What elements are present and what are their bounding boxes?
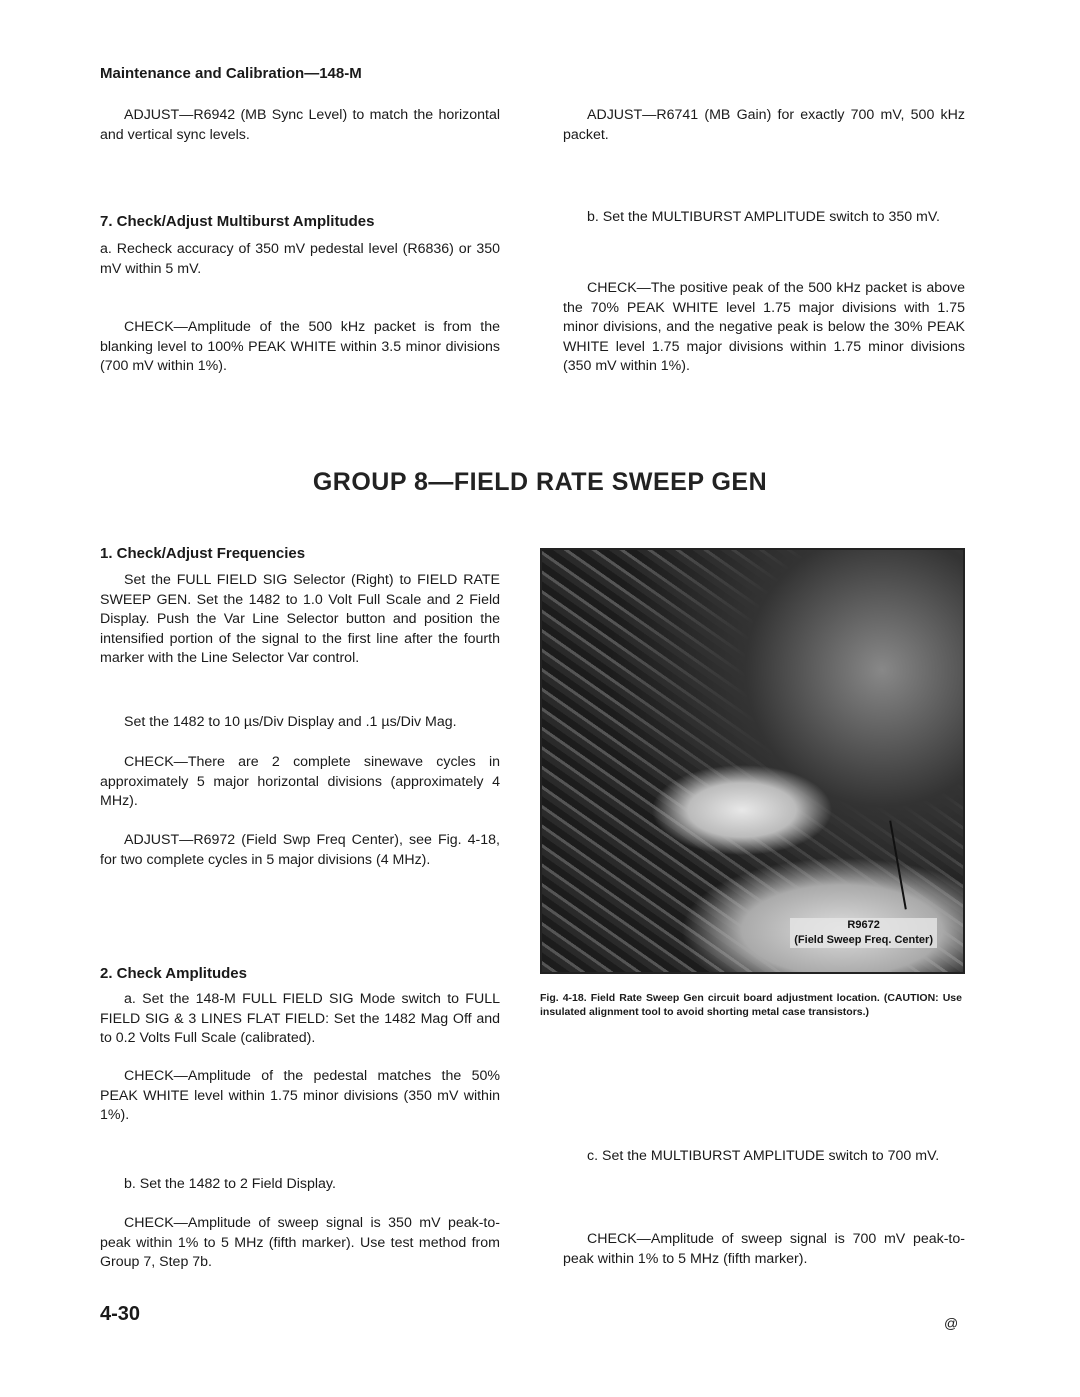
- paragraph: ADJUST—R6741 (MB Gain) for exactly 700 mV, 500 kHz packet.: [563, 107, 965, 143]
- paragraph: CHECK—Amplitude of the 500 kHz packet is from the blanking level to 100% PEAK WHITE within 3.5 minor divisions (700 mV within 1%).: [100, 319, 500, 374]
- paragraph: ADJUST—R6942 (MB Sync Level) to match the horizontal and vertical sync levels.: [100, 107, 500, 143]
- paragraph: CHECK—Amplitude of the pedestal matches the 50% PEAK WHITE level within 1.75 minor divisions (350 mV within 1%).: [100, 1068, 500, 1123]
- paragraph: CHECK—There are 2 complete sinewave cycles in approximately 5 major horizontal divisions (approximately 4 MHz).: [100, 754, 500, 809]
- paragraph: Set the 1482 to 10 µs/Div Display and .1 µs/Div Mag.: [124, 714, 457, 730]
- page-number: 4-30: [100, 1303, 141, 1325]
- paragraph: b. Set the 1482 to 2 Field Display.: [124, 1176, 336, 1192]
- running-header: Maintenance and Calibration—148-M: [100, 65, 362, 82]
- footer-mark: @: [944, 1315, 959, 1331]
- paragraph: ADJUST—R6972 (Field Swp Freq Center), see Fig. 4-18, for two complete cycles in 5 major divisions (4 MHz).: [100, 832, 500, 868]
- component-label: R9672: [847, 919, 880, 931]
- figure-caption: Fig. 4-18. Field Rate Sweep Gen circuit board adjustment location. (CAUTION: Use insulated alignment tool to avoid shorting metal case transistors.): [540, 992, 962, 1018]
- section-heading: 7. Check/Adjust Multiburst Amplitudes: [100, 213, 375, 230]
- group-title: GROUP 8—FIELD RATE SWEEP GEN: [312, 468, 768, 496]
- section-heading: 2. Check Amplitudes: [100, 965, 247, 982]
- paragraph: a. Set the 148-M FULL FIELD SIG Mode switch to FULL FIELD SIG & 3 LINES FLAT FIELD: Set the 1482 Mag Off and to 0.2 Volts Full Scale (calibrated).: [100, 991, 500, 1046]
- paragraph: a. Recheck accuracy of 350 mV pedestal level (R6836) or 350 mV within 5 mV.: [100, 241, 500, 277]
- paragraph: Set the FULL FIELD SIG Selector (Right) to FIELD RATE SWEEP GEN. Set the 1482 to 1.0 Volt Full Scale and 2 Field Display. Push the Var Line Selector button and position the intensified portion of the signal to the first line after the fourth marker with the Line Selector Var control.: [100, 572, 500, 666]
- section-heading: 1. Check/Adjust Frequencies: [100, 545, 306, 562]
- paragraph: CHECK—Amplitude of sweep signal is 350 mV peak-to-peak within 1% to 5 MHz (fifth marker). Use test method from Group 7, Step 7b.: [100, 1215, 500, 1270]
- circuit-board-photo: [540, 548, 965, 974]
- paragraph: c. Set the MULTIBURST AMPLITUDE switch to 700 mV.: [587, 1148, 940, 1164]
- pointer-line: [889, 821, 907, 910]
- paragraph: b. Set the MULTIBURST AMPLITUDE switch to 350 mV.: [587, 209, 940, 225]
- component-description: (Field Sweep Freq. Center): [794, 934, 933, 946]
- paragraph: CHECK—The positive peak of the 500 kHz packet is above the 70% PEAK WHITE level 1.75 major divisions with 1.75 minor divisions, and the negative peak is below the 30% PEAK WHITE level 1.75 major divisions within 1.75 minor divisions (350 mV within 1%).: [563, 280, 965, 374]
- paragraph: CHECK—Amplitude of sweep signal is 700 mV peak-to-peak within 1% to 5 MHz (fifth marker).: [563, 1231, 965, 1267]
- photo-label: [790, 918, 937, 948]
